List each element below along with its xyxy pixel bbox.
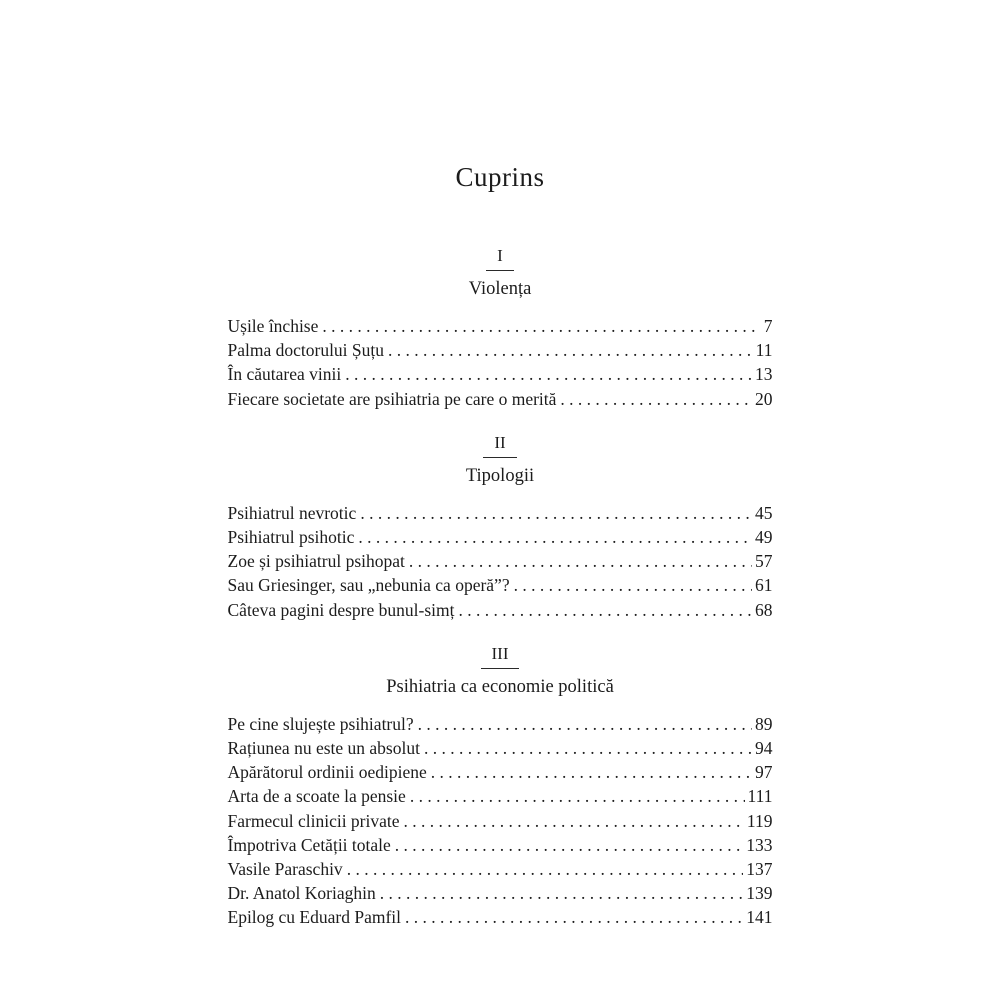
- toc-entry: [228, 809, 773, 833]
- toc-entry-page: 94: [755, 738, 773, 759]
- dot-leader: [395, 833, 743, 857]
- toc-entries: [228, 501, 773, 622]
- dot-leader: [409, 549, 752, 573]
- dot-leader: [404, 809, 744, 833]
- toc-entry: [228, 784, 773, 808]
- dot-leader: [560, 387, 752, 411]
- toc-entry: [228, 525, 773, 549]
- toc-entry: [228, 338, 773, 362]
- section-title: Tipologii: [465, 465, 535, 486]
- toc-entry-page: 141: [746, 907, 773, 928]
- toc-entry-label: Farmecul clinicii private: [227, 810, 400, 831]
- toc-entry-page: 13: [755, 364, 773, 385]
- toc-entry-page: 139: [746, 883, 773, 904]
- toc-entry-page: 57: [755, 551, 773, 572]
- toc-entry-label: Împotriva Cetății totale: [227, 834, 391, 855]
- toc-entry-label: Apărătorul ordinii oedipiene: [227, 762, 427, 783]
- toc-entry-label: Palma doctorului Șuțu: [227, 340, 385, 361]
- toc-entry: [228, 362, 773, 386]
- toc-entry: [228, 387, 773, 411]
- toc-entry: [228, 760, 773, 784]
- toc-entries: [228, 712, 773, 930]
- dot-leader: [431, 760, 752, 784]
- section-numeral-wrap: [228, 432, 773, 458]
- toc-entry: [228, 573, 773, 597]
- toc-entry: [228, 905, 773, 929]
- toc-entry-page: 11: [755, 340, 773, 361]
- toc-entry-label: Pe cine slujește psihiatrul?: [227, 713, 414, 734]
- section-numeral: III: [481, 643, 520, 669]
- dot-leader: [380, 881, 744, 905]
- toc-entry-label: Fiecare societate are psihiatria pe care o merită: [227, 388, 557, 409]
- toc-sections: [228, 245, 773, 930]
- dot-leader: [358, 525, 752, 549]
- toc-entry: [228, 501, 773, 525]
- dot-leader: [322, 314, 760, 338]
- toc-entry: [228, 314, 773, 338]
- toc-entry-label: Psihiatrul nevrotic: [227, 502, 357, 523]
- toc-entry-label: Dr. Anatol Koriaghin: [227, 883, 376, 904]
- toc-entry: [228, 712, 773, 736]
- toc-entry-page: 89: [755, 713, 773, 734]
- toc-entry: [228, 857, 773, 881]
- toc-entry-page: 20: [755, 388, 773, 409]
- dot-leader: [458, 598, 752, 622]
- section-numeral-wrap: [228, 245, 773, 271]
- toc-content: [228, 162, 773, 930]
- dot-leader: [405, 905, 743, 929]
- section-numeral: I: [486, 245, 514, 271]
- toc-entry-label: Rațiunea nu este un absolut: [227, 738, 420, 759]
- toc-entry-label: Sau Griesinger, sau „nebunia ca operă”?: [227, 575, 510, 596]
- toc-entry-page: 68: [755, 599, 773, 620]
- toc-section: [228, 432, 773, 622]
- dot-leader: [347, 857, 744, 881]
- page-title: Cuprins: [455, 162, 545, 192]
- dot-leader: [514, 573, 752, 597]
- toc-entry-label: Psihiatrul psihotic: [227, 527, 355, 548]
- toc-entry-page: 119: [746, 810, 773, 831]
- toc-entry-page: 61: [755, 575, 773, 596]
- dot-leader: [418, 712, 752, 736]
- toc-entry: [228, 598, 773, 622]
- toc-entry-page: 7: [763, 316, 773, 336]
- section-numeral: II: [483, 432, 516, 458]
- toc-entry-page: 137: [746, 859, 773, 880]
- toc-entry: [228, 833, 773, 857]
- toc-entry-label: Epilog cu Eduard Pamfil: [227, 907, 402, 928]
- toc-section: [228, 643, 773, 930]
- dot-leader: [410, 784, 745, 808]
- toc-entry-page: 49: [755, 527, 773, 548]
- toc-entry-label: Vasile Paraschiv: [227, 859, 343, 880]
- toc-entry-page: 45: [755, 502, 773, 523]
- toc-entry: [228, 549, 773, 573]
- toc-entry-label: Ușile închise: [227, 316, 319, 336]
- dot-leader: [360, 501, 752, 525]
- toc-entry: [228, 736, 773, 760]
- section-numeral-wrap: [228, 643, 773, 669]
- dot-leader: [424, 736, 752, 760]
- toc-entry-page: 97: [755, 762, 773, 783]
- toc-entry-page: 111: [747, 786, 773, 807]
- toc-entry-page: 133: [746, 834, 773, 855]
- toc-section: [228, 245, 773, 411]
- toc-entry-label: În căutarea vinii: [227, 364, 342, 385]
- section-title: Psihiatria ca economie politică: [386, 676, 614, 697]
- toc-entry-label: Câteva pagini despre bunul-simț: [227, 599, 455, 620]
- section-title: Violența: [468, 279, 532, 299]
- toc-entry-label: Zoe și psihiatrul psihopat: [227, 551, 405, 572]
- dot-leader: [345, 362, 752, 386]
- toc-entries: [228, 314, 773, 411]
- toc-entry-label: Arta de a scoate la pensie: [227, 786, 406, 807]
- toc-entry: [228, 881, 773, 905]
- dot-leader: [388, 338, 753, 362]
